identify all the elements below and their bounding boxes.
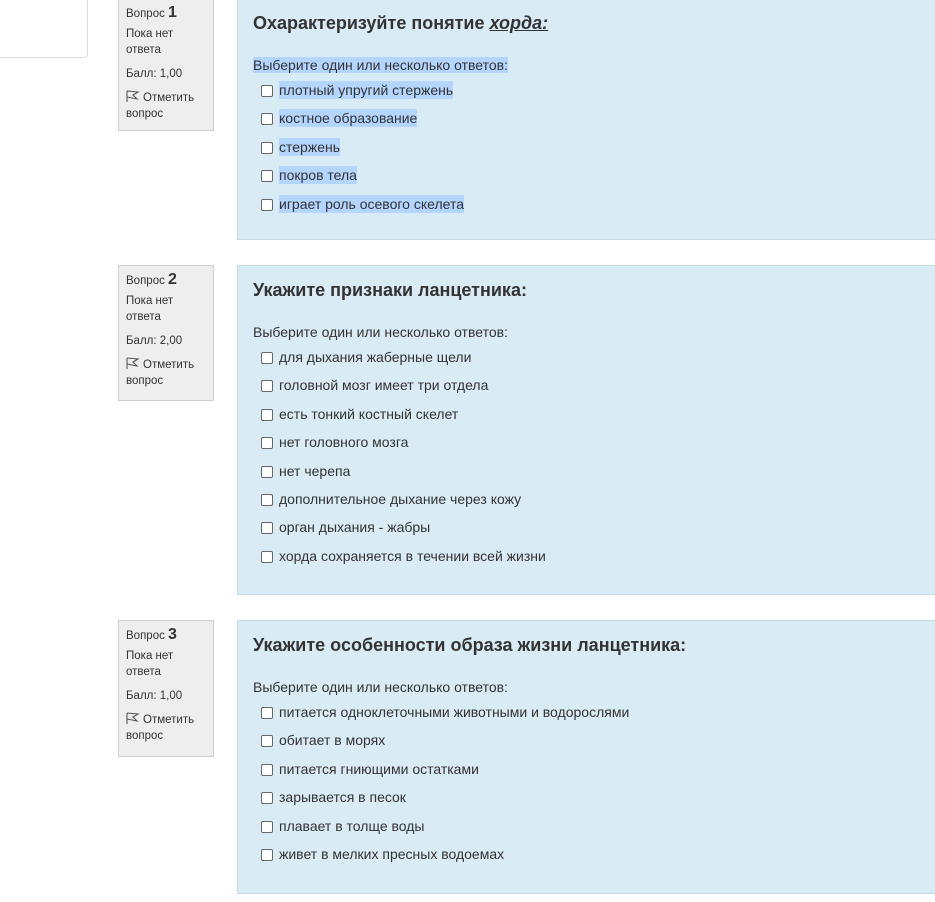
answer-label[interactable]: плавает в толще воды [279,817,425,834]
answer-checkbox[interactable] [261,142,273,154]
answer-prompt [253,679,935,697]
answer-checkbox[interactable] [261,522,273,534]
prompt-text: Выберите один или несколько ответов: [253,679,508,695]
answer-label[interactable]: плотный упругий стержень [279,82,454,98]
state-line: Пока нет [126,650,174,662]
state-line: Пока нет [126,295,174,307]
state-line: ответа [126,311,161,323]
answer-checkbox[interactable] [261,170,273,182]
answer-option[interactable] [253,433,935,461]
flag-label: вопрос [126,375,164,387]
answer-option[interactable] [253,788,935,816]
question-number-1 [126,5,207,22]
flag-question-button-3[interactable] [126,712,207,744]
flag-question-button-2[interactable] [126,357,207,389]
answer-checkbox[interactable] [261,113,273,125]
answer-option[interactable] [253,166,935,194]
answer-label[interactable]: головной мозг имеет три отдела [279,377,489,394]
answer-option[interactable] [253,195,935,223]
answer-label[interactable]: обитает в морях [279,732,386,749]
answer-option[interactable] [253,490,935,518]
answer-checkbox[interactable] [261,707,273,719]
question-state-2 [126,293,207,325]
question-grade-3: Балл: 1,00 [126,690,183,702]
question-number-value: 2 [168,271,177,288]
answer-option[interactable] [253,462,935,490]
answer-option[interactable] [253,138,935,166]
answer-label[interactable]: орган дыхания - жабры [279,519,431,536]
answer-label[interactable]: питается гниющими остатками [279,760,479,777]
question-number-value: 1 [168,4,177,21]
answer-checkbox[interactable] [261,764,273,776]
question-info-3 [118,620,214,757]
answer-option[interactable] [253,760,935,788]
question-grade-2: Балл: 2,00 [126,335,183,347]
question-content-2 [237,265,935,595]
answer-label[interactable]: стержень [279,138,341,155]
question-text: Укажите признаки ланцетника: [253,280,527,300]
question-content-3 [237,620,935,894]
answer-label[interactable]: покров тела [279,167,357,184]
question-text-3 [253,635,935,659]
answer-label[interactable]: нет головного мозга [279,434,409,451]
side-navigation-block [0,0,88,58]
state-line: ответа [126,666,161,678]
answer-label[interactable]: питается одноклеточными животными и водорослями [279,704,630,720]
question-number-2 [126,272,207,289]
answer-checkbox[interactable] [261,821,273,833]
answer-label[interactable]: нет черепа [279,462,351,479]
flag-label: Отметить [143,92,195,104]
flag-icon [126,90,140,102]
flag-label: вопрос [126,108,164,120]
answer-label[interactable]: играет роль осевого скелета [279,195,464,212]
answer-option[interactable] [253,731,935,759]
answer-list-2 [253,348,935,575]
question-info-2 [118,265,214,401]
answer-checkbox[interactable] [261,849,273,861]
question-info-1 [118,0,214,131]
answer-label[interactable]: дополнительное дыхание через кожу [279,490,522,507]
question-label: Вопрос [126,630,165,642]
question-text-1 [253,13,935,37]
answer-checkbox[interactable] [261,494,273,506]
answer-label[interactable]: зарывается в песок [279,789,406,806]
answer-list-3 [253,703,935,873]
answer-label[interactable]: для дыхания жаберные щели [279,349,472,365]
prompt-text: Выберите один или несколько ответов: [253,324,508,340]
answer-option[interactable] [253,81,935,109]
state-line: ответа [126,44,161,56]
answer-label[interactable]: есть тонкий костный скелет [279,405,459,422]
answer-option[interactable] [253,845,935,873]
answer-label[interactable]: хорда сохраняется в течении всей жизни [279,547,546,564]
question-label: Вопрос [126,275,165,287]
answer-option[interactable] [253,703,935,731]
question-number-value: 3 [168,626,177,643]
question-text: Укажите особенности образа жизни ланцетника: [253,635,687,655]
answer-checkbox[interactable] [261,380,273,392]
answer-option[interactable] [253,109,935,137]
flag-icon [126,357,140,369]
answer-list-1 [253,81,935,223]
answer-option[interactable] [253,405,935,433]
answer-checkbox[interactable] [261,466,273,478]
flag-question-button-1[interactable] [126,90,207,122]
question-text-2 [253,280,935,304]
question-number-3 [126,627,207,644]
answer-checkbox[interactable] [261,551,273,563]
prompt-text: Выберите один или несколько ответов: [253,57,508,73]
answer-checkbox[interactable] [261,85,273,97]
question-state-1 [126,26,207,58]
flag-label: Отметить [143,714,195,726]
answer-checkbox[interactable] [261,352,273,364]
answer-label[interactable]: костное образование [279,110,418,127]
answer-option[interactable] [253,817,935,845]
answer-option[interactable] [253,348,935,376]
answer-checkbox[interactable] [261,792,273,804]
flag-label: вопрос [126,730,164,742]
flag-label: Отметить [143,359,195,371]
answer-checkbox[interactable] [261,199,273,211]
question-term: хорда: [489,13,549,33]
question-grade-1: Балл: 1,00 [126,68,183,80]
answer-prompt [253,324,935,342]
answer-checkbox[interactable] [261,409,273,421]
answer-option[interactable] [253,547,935,575]
answer-option[interactable] [253,518,935,546]
flag-icon [126,712,140,724]
question-label: Вопрос [126,8,165,20]
question-state-3 [126,648,207,680]
question-content-1 [237,0,935,240]
answer-checkbox[interactable] [261,437,273,449]
state-line: Пока нет [126,28,174,40]
answer-checkbox[interactable] [261,735,273,747]
answer-label[interactable]: живет в мелких пресных водоемах [279,845,505,862]
answer-option[interactable] [253,376,935,404]
question-text: Охарактеризуйте понятие [253,13,490,33]
answer-prompt [253,57,935,75]
